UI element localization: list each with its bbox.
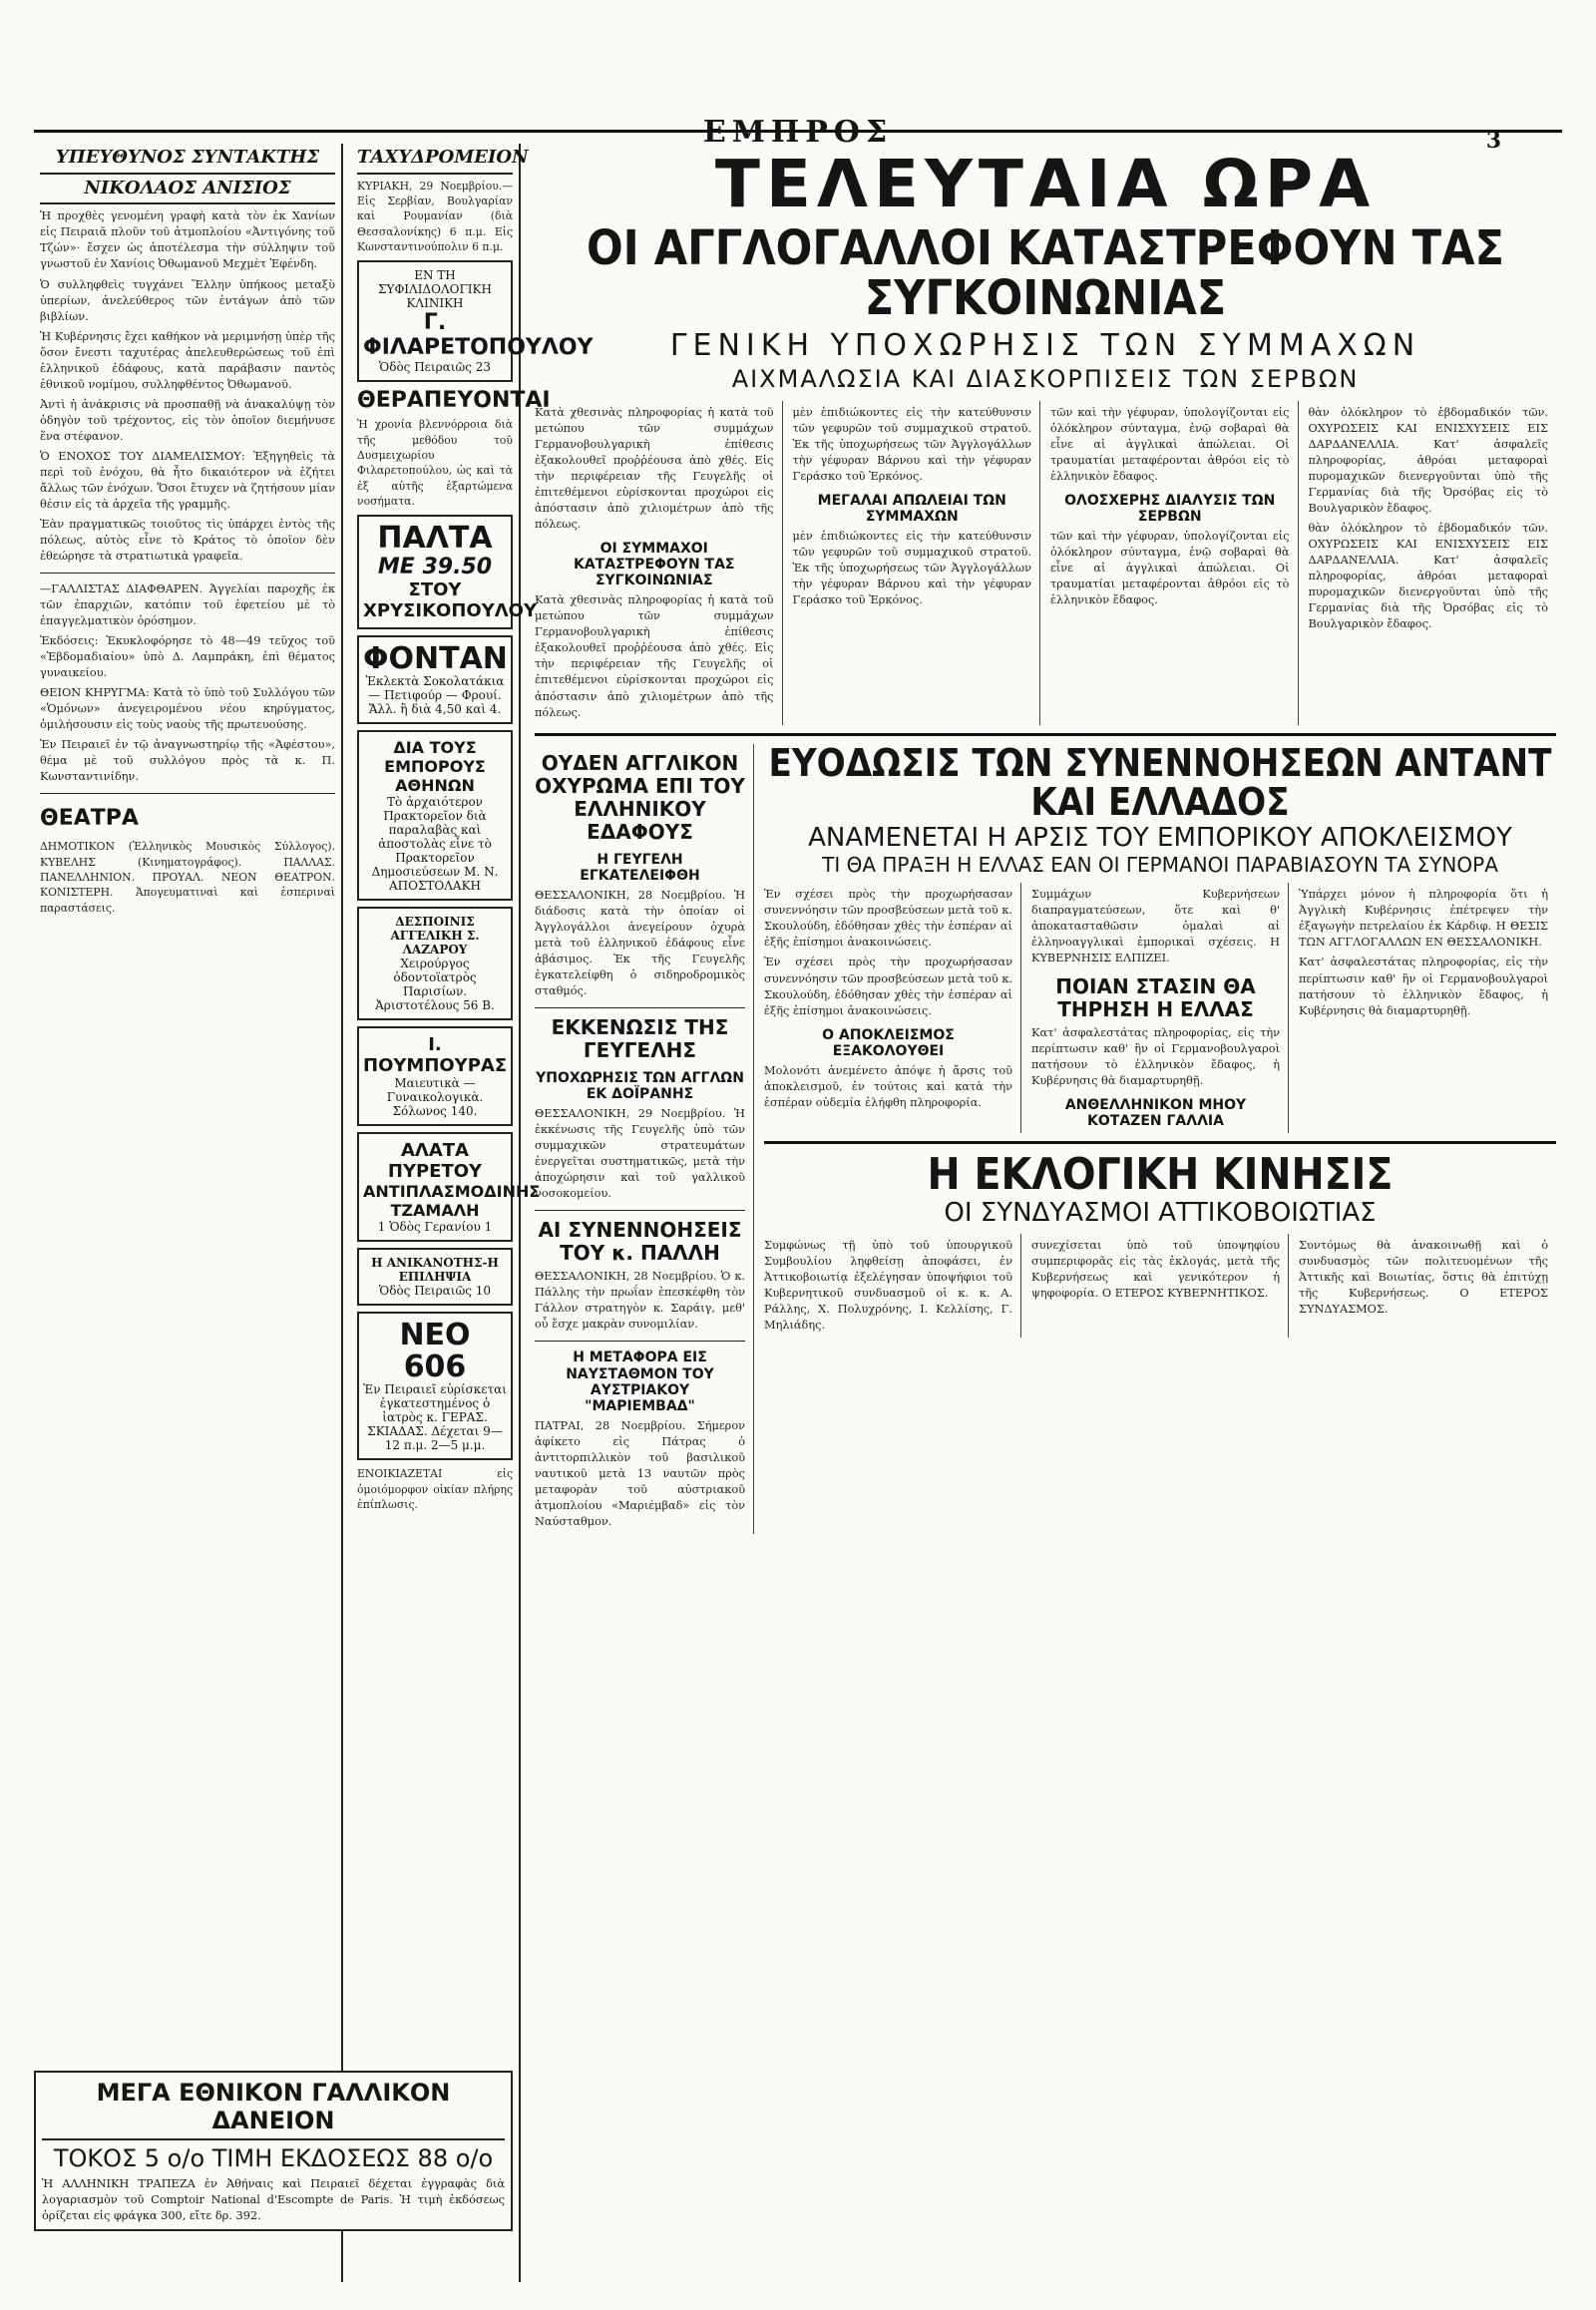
epilepsy-ad-title: Η ΑΝΙΚΑΝΟΤΗΣ-Η ΕΠΙΛΗΨΙΑ: [371, 1256, 499, 1285]
epilepsy-ad-address: Ὁδὸς Πειραιῶς 10: [378, 1284, 492, 1299]
subheadline-retreat: ΓΕΝΙΚΗ ΥΠΟΧΩΡΗΣΙΣ ΤΩΝ ΣΥΜΜΑΧΩΝ: [669, 327, 1421, 363]
loan-ad-title: ΜΕΓΑ ΕΘΝΙΚΟΝ ΓΑΛΛΙΚΟΝ ΔΑΝΕΙΟΝ: [42, 2079, 505, 2140]
divider: [535, 733, 1556, 736]
merchants-ad: [357, 730, 513, 901]
gynecologist-ad-text: Μαιευτικὰ — Γυναικολογικὰ. Σόλωνος 140.: [386, 1076, 484, 1119]
story-title-fortifications: ΟΥΔΕΝ ΑΓΓΛΙΚΟΝ ΟΧΥΡΩΜΑ ΕΠΙ ΤΟΥ ΕΛΛΗΝΙΚΟΥ ΕΔΑΦΟΥΣ: [535, 750, 745, 844]
story-title-election: Η ΕΚΛΟΓΙΚΗ ΚΙΝΗΣΙΣ: [927, 1148, 1394, 1200]
left-paragraph: Ὁ συλληφθεὶς τυγχάνει Ἕλλην ὑπήκοος μεταξὺ ὑπερίων, ἀνελεύθερος τῶν ἐντάγων ἀπὸ τῶν βιβλίων.: [40, 277, 335, 323]
left-paragraph: Ἡ Κυβέρνησις ἔχει καθήκον νὰ μεριμνήσῃ ὑπὲρ τῆς ὅσον ἔνεστι ταχυτέρας ἀπελευθερώσεως τοῦ ἐπὶ ἑλληνικοῦ ἐδάφους, κατὰ παράβασιν παντὸς ἐθνικοῦ νομίμου, συλληφθέντος Ὀθωμανοῦ.: [40, 329, 335, 391]
story-subtitle-evacuation: ΥΠΟΧΩΡΗΣΙΣ ΤΩΝ ΑΓΓΛΩΝ ΕΚ ΔΟΪΡΑΝΗΣ: [536, 1069, 744, 1103]
election-column: [1031, 1234, 1289, 1338]
post-office-text: ΚΥΡΙΑΚΗ, 29 Νοεμβρίου.— Εἰς Σερβίαν, Βουλγαρίαν καὶ Ρουμανίαν (διὰ Θεσσαλονίκης) 6 π.μ. Εἰς Κωνσταντινούπολιν 6 π.μ.: [357, 179, 513, 253]
lead-paragraph: μὲν ἐπιδιώκοντες εἰς τὴν κατεύθυνσιν τῶν γεφυρῶν τοῦ συμμαχικοῦ στρατοῦ. Ἐκ τῆς ὑποχωρήσεως τῶν Ἀγγλογάλλων τὴν γέφυραν Βάρνου καὶ τὴν γέφυραν Γεράσκο τοῦ Ἐρκόνος.: [792, 405, 1031, 483]
left-paragraph: Ἐὰν πραγματικῶς τοιοῦτος τὶς ὑπάρχει ἐντὸς τῆς πόλεως, αὐτὸς εἶνε τὸ Κράτος τὸ ὁποῖον δὲν ἐθεώρησε τὰ στρατιωτικὰ γραφεῖα.: [40, 517, 335, 563]
story-title-anti-hellenic: ΑΝΘΕΛΛΗΝΙΚΟΝ ΜΗΟΥ ΚΟΤΑΖΕΝ ΓΑΛΛΙΑ: [1064, 1096, 1247, 1129]
story-text-fortifications: ΘΕΣΣΑΛΟΝΙΚΗ, 28 Νοεμβρίου. Ἡ διάδοσις κατὰ τὴν ὁποίαν οἱ Ἀγγλογάλλοι ἀνεγείρουν ὀχυρὰ μετὰ τοῦ ἑλληνικοῦ ἐδάφους εἶνε ἀβάσιμος. Ἐκ τῆς Γευγελῆς ἐγκατελείφθη ὁ σιδηροδρομικὸς σταθμός.: [535, 888, 745, 997]
ads-column: [351, 144, 594, 2282]
clinic-ad: [357, 260, 594, 382]
entente-paragraph: Κατ' ἀσφαλεστάτας πληροφορίας, εἰς τὴν περίπτωσιν καθ' ἣν οἱ Γερμανοβουλγαροὶ πατήσουν τὸ ἑλληνικὸν ἔδαφος, ἡ Κυβέρνησις θὰ διαμαρτυρηθῇ.: [1299, 956, 1548, 1017]
clinic-ad-address: Ὁδὸς Πειραιῶς 23: [378, 360, 492, 375]
election-paragraph: Συντόμως θὰ ἀνακοινωθῇ καὶ ὁ συνδυασμὸς τῶν πολιτευομένων τῆς Ἀττικῆς καὶ Βοιωτίας, ὅστις θὰ ἐπιτύχῃ τῆς Κυβερνήσεως. Ο ΕΤΕΡΟΣ ΣΥΝΔΥΑΣΜΟΣ.: [1299, 1239, 1548, 1317]
editor-name: ΝΙΚΟΛΑΟΣ ΑΝΙΣΙΟΣ: [40, 175, 335, 205]
story-subtitle-borders: ΤΙ ΘΑ ΠΡΑΞΗ Η ΕΛΛΑΣ ΕΑΝ ΟΙ ΓΕΡΜΑΝΟΙ ΠΑΡΑΒΙΑΣΟΥΝ ΤΑ ΣΥΝΟΡΑ: [822, 853, 1498, 878]
lead-paragraph: θὰν ὁλόκληρον τὸ ἑβδομαδικόν τῶν. ΟΧΥΡΩΣΕΙΣ ΚΑΙ ΕΝΙΣΧΥΣΕΙΣ ΕΙΣ ΔΑΡΔΑΝΕΛΛΙΑ. Κατ' ἀσφαλεῖς πληροφορίας, ἀθρόαι μεταφοραὶ πυρομαχικῶν διενεργοῦνται ὑπὸ τῆς Γερμανίας διὰ τῆς Ὀρσόβας εἰς τὸ Βουλγαρικὸν ἔδαφος.: [1308, 405, 1548, 515]
divider: [40, 793, 335, 794]
fontan-ad-title: ΦΟΝΤΑΝ: [363, 640, 508, 676]
merchants-ad-title: ΔΙΑ ΤΟΥΣ ΕΜΠΟΡΟΥΣ ΑΘΗΝΩΝ: [384, 738, 486, 796]
gynecologist-ad: [357, 1026, 513, 1126]
theatre-title: ΘΕΑΤΡΑ: [40, 806, 139, 832]
coat-ad-title: ΠΑΛΤΑ: [377, 521, 493, 557]
lead-column-3: [1050, 401, 1299, 725]
loan-ad: [34, 2071, 513, 2231]
story-text-evacuation: ΘΕΣΣΑΛΟΝΙΚΗ, 29 Νοεμβρίου. Ἡ ἐκκένωσις τῆς Γευγελῆς ὑπὸ τῶν συμμαχικῶν στρατευμάτων ἐνεργεῖται συστηματικῶς, μετὰ τὴν ἀποχώρησιν καὶ τοῦ γαλλικοῦ νοσοκομείου.: [535, 1107, 745, 1201]
entente-paragraph: Ὑπάρχει μόνον ἡ πληροφορία ὅτι ἡ Ἀγγλικὴ Κυβέρνησις ἐπέτρεψεν τὴν ἐξαγωγὴν πετρελαίου ἐκ Κάρδιφ. Η ΘΕΣΙΣ ΤΩΝ ΑΓΓΛΟΓΑΛΛΩΝ ΕΝ ΘΕΣΣΑΛΟΝΙΚΗ.: [1299, 888, 1548, 950]
left-paragraph: Ὁ ΕΝΟΧΟΣ ΤΟΥ ΔΙΑΜΕΛΙΣΜΟΥ: Ἐξηγηθεὶς τὰ περὶ τοῦ ἐνόχου, θὰ ἦτο δικαιότερον νὰ ἐζήτει ἄλλως τῶν ἐνόχων. Ὅσοι ἔτυχεν νὰ ζητήσουν μίαν θέσιν εἰς τὰ ἀρχεῖα τῆς γραμμῆς.: [40, 449, 335, 511]
dentist-ad-title: ΔΕΣΠΟΙΝΙΣ ΑΓΓΕΛΙΚΗ Σ. ΛΑΖΑΡΟΥ: [390, 915, 480, 958]
entente-column: [1299, 883, 1556, 1132]
story-title-mariembad: Η ΜΕΤΑΦΟΡΑ ΕΙΣ ΝΑΥΣΤΑΘΜΟΝ ΤΟΥ ΑΥΣΤΡΙΑΚΟΥ "ΜΑΡΙΕΜΒΑΔ": [566, 1349, 714, 1414]
story-title-serbs: ΟΛΟΣΧΕΡΗΣ ΔΙΑΛΥΣΙΣ ΤΩΝ ΣΕΡΒΩΝ: [1064, 492, 1276, 526]
story-text-blockade-continues: Μολονότι ἀνεμένετο ἀπόψε ἡ ἄρσις τοῦ ἀποκλεισμοῦ, ἐν τούτοις καὶ κατὰ τὴν ἑσπέραν οὐδεμία ἐλήφθη πληροφορία.: [764, 1063, 1012, 1109]
editor-section-title: ΥΠΕΥΘΥΝΟΣ ΣΥΝΤΑΚΤΗΣ: [40, 144, 335, 175]
entente-column: [764, 883, 1021, 1132]
story-subtitle-gevgeli: Η ΓΕΥΓΕΛΗ ΕΓΚΑΤΕΛΕΙΦΘΗ: [580, 851, 700, 884]
clinic-ad-name: Γ. ΦΙΛΑΡΕΤΟΠΟΥΛΟΥ: [363, 310, 594, 361]
divider: [535, 1007, 745, 1008]
story-title-evacuation: ΕΚΚΕΝΩΣΙΣ ΤΗΣ ΓΕΥΓΕΛΗΣ: [551, 1014, 729, 1062]
main-headline: ΤΕΛΕΥΤΑΙΑ ΩΡΑ: [714, 146, 1377, 222]
left-paragraph: Ἡ προχθὲς γενομένη γραφὴ κατὰ τὸν ἐκ Χανίων εἰς Πειραιᾶ πλοῦν τοῦ ἀτμοπλοίου «Ἀντιγόνης τοῦ Τζών»· ἔσχεν ὡς ἀποτέλεσμα τὴν σύλληψιν τοῦ γνωστοῦ ἐν Χανίοις Ὀθωμανοῦ Μεχμὲτ Ἐφένδη.: [40, 209, 335, 271]
cure-ad-text: Ἡ χρονία βλεννόρροια διὰ τῆς μεθόδου τοῦ Δυσμειχωρίου Φιλαρετοπούλου, ὡς καὶ τὰ ἐξ αὐτῆς ἐξαρτώμενα νοσήματα.: [357, 418, 513, 508]
dentist-ad: [357, 907, 513, 1020]
story-title-pallis: ΑΙ ΣΥΝΕΝΝΟΗΣΕΙΣ ΤΟΥ κ. ΠΑΛΛΗ: [538, 1218, 742, 1266]
divider: [535, 1341, 745, 1342]
neo-606-ad-title: ΝΕΟ 606: [399, 1318, 471, 1384]
left-paragraph: —ΓΑΛΛΙΣΤΑΣ ΔΙΑΦΘΑΡΕΝ. Ἀγγελίαι παροχῆς ἐκ τῶν ἐπαρχιῶν, κατόπιν τοῦ ἐφετείου μὲ τὸ ἐπαγγελματικὸν ὁρόσημον.: [40, 582, 335, 628]
lead-paragraph: μὲν ἐπιδιώκοντες εἰς τὴν κατεύθυνσιν τῶν γεφυρῶν τοῦ συμμαχικοῦ στρατοῦ. Ἐκ τῆς ὑποχωρήσεως τῶν Ἀγγλογάλλων τὴν γέφυραν Βάρνου καὶ τὴν γέφυραν Γεράσκο τοῦ Ἐρκόνος.: [792, 530, 1031, 607]
columns-container: [34, 144, 1562, 2282]
divider: [764, 1141, 1556, 1144]
lead-paragraph: τῶν καὶ τὴν γέφυραν, ὑπολογίζονται εἰς ὁλόκληρον σύνταγμα, ἐνῷ σοβαραὶ θὰ εἶνε αἱ ἀγγλικαὶ ἀπώλειαι. Οἱ τραυματίαι μεταφέρονται ἀθρόοι εἰς τὸ ἑλληνικὸν ἔδαφος.: [1050, 530, 1290, 607]
election-paragraph: συνεχίσεται ὑπὸ τοῦ ὑποψηφίου συμπεριφορᾶς εἰς τὰς ἐκλογάς, μετὰ τῆς Κυβερνήσεως καὶ γενικότερον ἡ ψηφοφορία. Ο ΕΤΕΡΟΣ ΚΥΒΕΡΝΗΤΙΚΟΣ.: [1031, 1239, 1280, 1301]
left-paragraph: Ἐν Πειραιεῖ ἐν τῷ ἀναγνωστηρίῳ τῆς «Ἀφέστου», θέμα μὲ τοῦ συλλόγου πρὸς τὰ κ. Π. Κωνσταντινίδην.: [40, 738, 335, 784]
coat-ad-store: ΣΤΟΥ ΧΡΥΣΙΚΟΠΟΥΛΟΥ: [363, 578, 538, 621]
lower-news-grid: [535, 740, 1556, 1535]
left-paragraph: Ἀντὶ ἡ ἀνάκρισις νὰ προσπαθῇ νὰ ἀνακαλύψῃ τὸν ὁδηγὸν τοῦ τρέχοντος, εἰς τὸν ὁποῖον διεμήνυσε ἕνα στέφανον.: [40, 397, 335, 443]
entente-column: [1031, 883, 1289, 1132]
left-paragraph: Ἐκδόσεις: Ἐκυκλοφόρησε τὸ 48—49 τεῦχος τοῦ «Ἑβδομαδιαίου» ὑπὸ Δ. Λαμπράκη, ἐπὶ θέματος γυναικείου.: [40, 634, 335, 680]
story-text-pallis: ΘΕΣΣΑΛΟΝΙΚΗ, 28 Νοεμβρίου. Ὁ κ. Πάλλης τὴν πρωΐαν ἐπεσκέφθη τὸν Γάλλον στρατηγὸν κ. Σαράιγ, μεθ' οὗ ἔσχε μακρὰν συνομιλίαν.: [535, 1270, 745, 1332]
gynecologist-ad-title: Ι. ΠΟΥΜΠΟΥΡΑΣ: [363, 1034, 508, 1077]
entente-paragraph: Ἐν σχέσει πρὸς τὴν προχωρήσασαν συνεννόησιν τῶν προσβεύσεων μετὰ τοῦ κ. Σκουλούδη, ἐδόθησαν χθὲς τὴν ἑσπέραν αἱ ἑξῆς ἐπίσημοι ἀνακοινώσεις.: [764, 888, 1013, 950]
story-title-communications: ΟΙ ΣΥΜΜΑΧΟΙ ΚΑΤΑΣΤΡΕΦΟΥΝ ΤΑΣ ΣΥΓΚΟΙΝΩΝΙΑΣ: [574, 541, 735, 589]
lead-story-columns: [535, 401, 1556, 725]
left-paragraph: ΘΕΙΟΝ ΚΗΡΥΓΜΑ: Κατὰ τὸ ὑπὸ τοῦ Συλλόγου τῶν «Ὁμόνων» ἀνεγειρομένου νέου κηρύγματος, ὁμιλήσουσιν εἰς τοὺς ναοὺς τῆς πρωτευούσης.: [40, 686, 335, 732]
lead-paragraph: τῶν καὶ τὴν γέφυραν, ὑπολογίζονται εἰς ὁλόκληρον σύνταγμα, ἐνῷ σοβαραὶ θὰ εἶνε αἱ ἀγγλικαὶ ἀπώλειαι. Οἱ τραυματίαι μεταφέρονται ἀθρόοι εἰς τὸ ἑλληνικὸν ἔδαφος.: [1050, 405, 1290, 483]
coat-ad: [357, 515, 538, 629]
fontan-ad-text: Ἐκλεκτὰ Σοκολατάκια — Πετιφούρ — Φρουί. Ἄλλ. ἢ διὰ 4,50 καὶ 4.: [365, 674, 505, 717]
epilepsy-ad: [357, 1248, 513, 1306]
theatre-listings: ΔΗΜΟΤΙΚΟΝ (Ἑλληνικὸς Μουσικὸς Σύλλογος). ΚΥΒΕΛΗΣ (Κινηματογράφος). ΠΑΛΛΑΣ. ΠΑΝΕΛΛΗΝΙΟΝ. ΠΡΟΥΑΛ. ΝΕΟΝ ΘΕΑΤΡΟΝ. ΚΟΝΙΣΤΕΡΗ. Ἀπογευματιναὶ καὶ ἑσπεριναὶ παραστάσεις.: [40, 840, 335, 915]
story-subtitle-coalitions: ΟΙ ΣΥΝΔΥΑΣΜΟΙ ΑΤΤΙΚΟΒΟΙΩΤΙΑΣ: [944, 1198, 1377, 1228]
rent-ad-text: ΕΝΟΙΚΙΑΖΕΤΑΙ εἰς ὁμοιόμορφον οἰκίαν πλήρης ἐπίπλωσις.: [357, 1467, 513, 1511]
loan-ad-text: Ἡ ΑΛΛΗΝΙΚΗ ΤΡΑΠΕΖΑ ἐν Ἀθήναις καὶ Πειραιεῖ δέχεται ἐγγραφὰς διὰ λογαριασμὸν τοῦ Comptoir National d'Escompte de Paris. Ἡ τιμὴ ἐκδόσεως ὁρίζεται εἰς φράγκα 300, εἴτε δρ. 392.: [42, 2177, 505, 2222]
fever-salt-ad-brand: ΑΝΤΙΠΛΑΣΜΟΔΙΝΗΣ ΤΖΑΜΑΛΗ: [363, 1182, 541, 1221]
masthead-rule: [34, 130, 1562, 133]
masthead-title: ΕΜΠΡΟΣ: [702, 115, 894, 150]
election-column: [1299, 1234, 1556, 1338]
election-paragraph: Συμφώνως τῇ ὑπὸ τοῦ ὑπουργικοῦ Συμβουλίου ληφθείσῃ ἀποφάσει, ἐν Ἀττικοβοιωτίᾳ ἐξελέγησαν ὑποψήφιοι τοῦ Κυβερνητικοῦ συνδυασμοῦ οἱ κ. κ. Α. Ράλλης, Χ. Πολυχρόνης, Ι. Κελλίσης, Γ. Μηλιάδης.: [764, 1239, 1012, 1333]
story-title-blockade-continues: Ο ΑΠΟΚΛΕΙΣΜΟΣ ΕΞΑΚΟΛΟΥΘΕΙ: [822, 1026, 955, 1059]
post-office-title: ΤΑΧΥΔΡΟΜΕΙΟΝ: [357, 144, 513, 175]
story-subtitle-blockade: ΑΝΑΜΕΝΕΤΑΙ Η ΑΡΣΙΣ ΤΟΥ ΕΜΠΟΡΙΚΟΥ ΑΠΟΚΛΕΙΣΜΟΥ: [808, 823, 1512, 854]
entente-columns: [764, 883, 1556, 1132]
neo-606-ad: [357, 1312, 513, 1460]
neo-606-ad-text: Ἐν Πειραιεῖ εὑρίσκεται ἐγκατεστημένος ὁ ἰατρὸς κ. ΓΕΡΑΣ. ΣΚΙΑΔΑΣ. Δέχεται 9—12 π.μ. 2—5 μ.μ.: [363, 1382, 507, 1453]
election-columns: [764, 1234, 1556, 1338]
lead-column-4: [1309, 401, 1557, 725]
story-text-greek-stance: Κατ' ἀσφαλεστάτας πληροφορίας, εἰς τὴν περίπτωσιν καθ' ἣν οἱ Γερμανοβουλγαροὶ πατήσουν τὸ ἑλληνικὸν ἔδαφος, ἡ Κυβέρνησις θὰ διαμαρτυρηθῇ.: [1031, 1025, 1280, 1087]
dentist-ad-text: Χειρούργος ὀδοντοϊατρὸς Παρισίων. Ἀριστοτέλους 56 Β.: [375, 957, 495, 1013]
cure-ad-title: ΘΕΡΑΠΕΥΟΝΤΑΙ: [357, 388, 551, 414]
story-title-losses: ΜΕΓΑΛΑΙ ΑΠΩΛΕΙΑΙ ΤΩΝ ΣΥΜΜΑΧΩΝ: [817, 492, 1006, 526]
lower-right-stories: [764, 740, 1556, 1535]
clinic-ad-heading: ΕΝ ΤΗ ΣΥΦΙΛΙΔΟΛΟΓΙΚΗ ΚΛΙΝΙΚΗ: [378, 268, 492, 311]
story-title-entente: ΕΥΟΔΩΣΙΣ ΤΩΝ ΣΥΝΕΝΝΟΗΣΕΩΝ ΑΝΤΑΝΤ ΚΑΙ ΕΛΛΑΔΟΣ: [768, 740, 1552, 825]
coat-ad-price: ΜΕ 39.50: [377, 554, 493, 579]
loan-ad-rate: ΤΟΚΟΣ 5 ο/ο ΤΙΜΗ ΕΚΔΟΣΕΩΣ 88 ο/ο: [53, 2144, 494, 2172]
fever-salt-ad-address: 1 Ὁδὸς Γερανίου 1: [377, 1220, 493, 1235]
lead-paragraph: Κατὰ χθεσινὰς πληροφορίας ἡ κατὰ τοῦ μετώπου τῶν συμμάχων Γερμανοβουλγαρικὴ ἐπίθεσις ἐξακολουθεῖ προῤῥέουσα ἀπὸ χθές. Εἰς τὴν περιφέρειαν τῆς Γευγελῆς οἱ ἐπιτεθέμενοι εὑρίσκονται προχώροι εἰς ἀπόστασιν ἀπὸ χιλιομέτρων ἀπὸ τῆς πόλεως.: [535, 405, 774, 531]
story-title-greek-stance: ΠΟΙΑΝ ΣΤΑΣΙΝ ΘΑ ΤΗΡΗΣΗ Η ΕΛΛΑΣ: [1055, 973, 1256, 1021]
merchants-ad-text: Τὸ ἀρχαιότερον Πρακτορεῖον διὰ παραλαβὰς καὶ ἀποστολὰς εἶνε τὸ Πρακτορεῖον Δημοσιεύσεων Μ. Ν. ΑΠΟΣΤΟΛΑΚΗ: [371, 795, 499, 894]
lead-paragraph: θὰν ὁλόκληρον τὸ ἑβδομαδικόν τῶν. ΟΧΥΡΩΣΕΙΣ ΚΑΙ ΕΝΙΣΧΥΣΕΙΣ ΕΙΣ ΔΑΡΔΑΝΕΛΛΙΑ. Κατ' ἀσφαλεῖς πληροφορίας, ἀθρόαι μεταφοραὶ πυρομαχικῶν διενεργοῦνται ὑπὸ τῆς Γερμανίας διὰ τῆς Ὀρσόβας εἰς τὸ Βουλγαρικὸν ἔδαφος.: [1308, 522, 1548, 631]
lead-column-1: [535, 401, 783, 725]
subheadline-serbs: ΑΙΧΜΑΛΩΣΙΑ ΚΑΙ ΔΙΑΣΚΟΡΠΙΣΕΙΣ ΤΩΝ ΣΕΡΒΩΝ: [731, 364, 1360, 393]
entente-paragraph: Συμμάχων Κυβερνήσεων διαπραγματεύσεων, ὅτε καὶ θ' ἀποκατασταθῶσιν ὁμαλαὶ αἱ ἐλληνοαγγλικαὶ ἐμπορικαὶ σχέσεις. Η ΚΥΒΕΡΝΗΣΙΣ ΕΛΠΙΖΕΙ.: [1031, 888, 1280, 965]
divider: [535, 1210, 745, 1211]
divider: [40, 573, 335, 574]
main-headline-2: ΟΙ ΑΓΓΛΟΓΑΛΛΟΙ ΚΑΤΑΣΤΡΕΦΟΥΝ ΤΑΣ ΣΥΓΚΟΙΝΩΝΙΑΣ: [586, 220, 1505, 327]
fever-salt-ad-title: ΑΛΑΤΑ ΠΥΡΕΤΟΥ: [387, 1140, 483, 1183]
lead-paragraph: Κατὰ χθεσινὰς πληροφορίας ἡ κατὰ τοῦ μετώπου τῶν συμμάχων Γερμανοβουλγαρικὴ ἐπίθεσις ἐξακολουθεῖ προῤῥέουσα ἀπὸ χθές. Εἰς τὴν περιφέρειαν τῆς Γευγελῆς οἱ ἐπιτεθέμενοι εὑρίσκονται προχώροι εἰς ἀπόστασιν ἀπὸ χιλιομέτρων ἀπὸ τῆς πόλεως.: [535, 593, 774, 719]
page-number: 3: [1485, 128, 1501, 154]
lead-column-2: [793, 401, 1041, 725]
election-column: [764, 1234, 1021, 1338]
front-news-area: [529, 144, 1562, 2282]
lower-left-stories: [535, 744, 754, 1535]
entente-paragraph: Ἐν σχέσει πρὸς τὴν προχωρήσασαν συνεννόησιν τῶν προσβεύσεων μετὰ τοῦ κ. Σκουλούδη, ἐδόθησαν χθὲς τὴν ἑσπέραν αἱ ἑξῆς ἐπίσημοι ἀνακοινώσεις.: [764, 956, 1013, 1017]
fever-salt-ad: [357, 1132, 541, 1242]
story-text-mariembad: ΠΑΤΡΑΙ, 28 Νοεμβρίου. Σήμερον ἀφίκετο εἰς Πάτρας ὁ ἀντιτορπιλλικὸν τοῦ βασιλικοῦ ναυτικοῦ μετὰ 13 ναυτῶν πρὸς μεταφορὰν τοῦ αὐστριακοῦ ἀτμοπλοίου «Μαριέμβαδ» εἰς τὸν Ναύσταθμον.: [535, 1418, 745, 1529]
left-column: [34, 144, 343, 2282]
fontan-ad: [357, 635, 513, 725]
